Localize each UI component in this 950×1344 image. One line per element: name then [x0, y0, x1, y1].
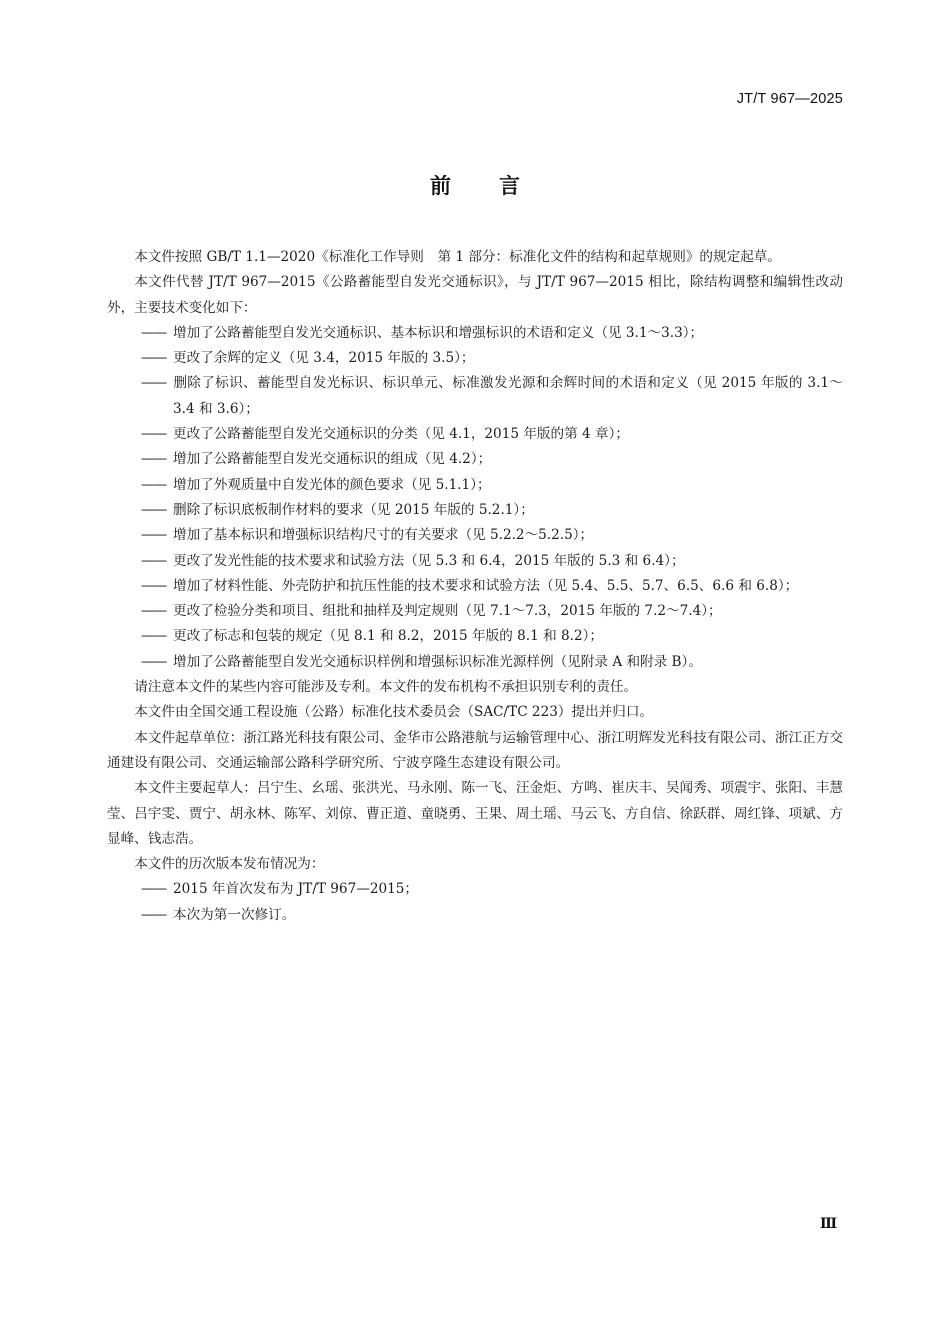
list-item: —— 2015 年首次发布为 JT/T 967—2015；: [141, 877, 843, 902]
dash-mark: ——: [141, 628, 167, 645]
dash-mark: ——: [141, 501, 167, 518]
dash-mark: ——: [141, 426, 167, 443]
list-item: —— 删除了标识底板制作材料的要求（见 2015 年版的 5.2.1）；: [141, 498, 843, 523]
list-item: —— 更改了标志和包装的规定（见 8.1 和 8.2，2015 年版的 8.1 和 8.2）；: [141, 624, 843, 649]
paragraph-replacement: 本文件代替 JT/T 967—2015《公路蓄能型自发光交通标识》，与 JT/T 967—2015 相比，除结构调整和编辑性改动外，主要技术变化如下：: [107, 274, 843, 316]
list-item: —— 增加了外观质量中自发光体的颜色要求（见 5.1.1）；: [141, 473, 843, 498]
paragraph-drafting-basis: 本文件按照 GB/T 1.1—2020《标准化工作导则 第 1 部分：标准化文件的结构和起草规则》的规定起草。: [134, 249, 781, 265]
dash-mark: ——: [141, 350, 167, 367]
dash-mark: ——: [141, 653, 167, 670]
dash-mark: ——: [141, 451, 167, 468]
paragraph-history-intro: 本文件的历次版本发布情况为：: [134, 856, 325, 873]
list-item: —— 删除了标识、蓄能型自发光标识、标识单元、标准激发光源和余辉时间的术语和定义（见 2015 年版的 3.1～3.4 和 3.6）；: [141, 371, 843, 422]
foreword-body: [107, 245, 843, 928]
list-item: —— 本次为第一次修订。: [141, 903, 843, 928]
list-item: —— 增加了基本标识和增强标识结构尺寸的有关要求（见 5.2.2～5.2.5）；: [141, 523, 843, 548]
paragraph-drafting-units: 本文件起草单位：浙江路光科技有限公司、金华市公路港航与运输管理中心、浙江明辉发光科技有限公司、浙江正方交通建设有限公司、交通运输部公路科学研究所、宁波亨隆生态建设有限公司。: [107, 729, 843, 771]
dash-mark: ——: [141, 603, 167, 620]
list-item: —— 更改了公路蓄能型自发光交通标识的分类（见 4.1，2015 年版的第 4 章）；: [141, 422, 843, 447]
list-item: —— 增加了公路蓄能型自发光交通标识的组成（见 4.2）；: [141, 447, 843, 472]
version-history-list: [107, 877, 843, 928]
dash-mark: ——: [141, 552, 167, 569]
technical-changes-list: [107, 321, 843, 675]
dash-mark: ——: [141, 324, 167, 341]
dash-mark: ——: [141, 527, 167, 544]
paragraph-drafters: 本文件主要起草人：吕宁生、幺瑶、张洪光、马永刚、陈一飞、汪金炬、方鸣、崔庆丰、吴闻秀、项震宇、张阳、丰慧莹、吕宇雯、贾宁、胡永林、陈军、刘倞、曹正道、童晓勇、王果、周土瑶、马云飞、方自信、徐跃群、周红锋、项斌、方显峰、钱志浩。: [107, 780, 843, 847]
page-title: 前言: [430, 174, 568, 198]
paragraph-proposer: 本文件由全国交通工程设施（公路）标准化技术委员会（SAC/TC 223）提出并归口。: [134, 704, 654, 721]
list-item: —— 更改了余辉的定义（见 3.4，2015 年版的 3.5）；: [141, 346, 843, 371]
paragraph-patent-notice: 请注意本文件的某些内容可能涉及专利。本文件的发布机构不承担识别专利的责任。: [134, 679, 638, 696]
document-code: JT/T 967—2025: [736, 91, 843, 107]
dash-mark: ——: [141, 375, 167, 392]
list-item: —— 增加了公路蓄能型自发光交通标识样例和增强标识标准光源样例（见附录 A 和附录 B）。: [141, 650, 843, 675]
dash-mark: ——: [141, 906, 167, 923]
dash-mark: ——: [141, 881, 167, 898]
list-item: —— 增加了材料性能、外壳防护和抗压性能的技术要求和试验方法（见 5.4、5.5、5.7、6.5、6.6 和 6.8）；: [141, 574, 843, 599]
page-number: Ⅲ: [820, 1216, 838, 1232]
list-item: —— 更改了检验分类和项目、组批和抽样及判定规则（见 7.1～7.3，2015 年版的 7.2～7.4）；: [141, 599, 843, 624]
dash-mark: ——: [141, 577, 167, 594]
list-item: —— 更改了发光性能的技术要求和试验方法（见 5.3 和 6.4，2015 年版的 5.3 和 6.4）；: [141, 549, 843, 574]
list-item: —— 增加了公路蓄能型自发光交通标识、基本标识和增强标识的术语和定义（见 3.1～3.3）；: [141, 321, 843, 346]
dash-mark: ——: [141, 476, 167, 493]
